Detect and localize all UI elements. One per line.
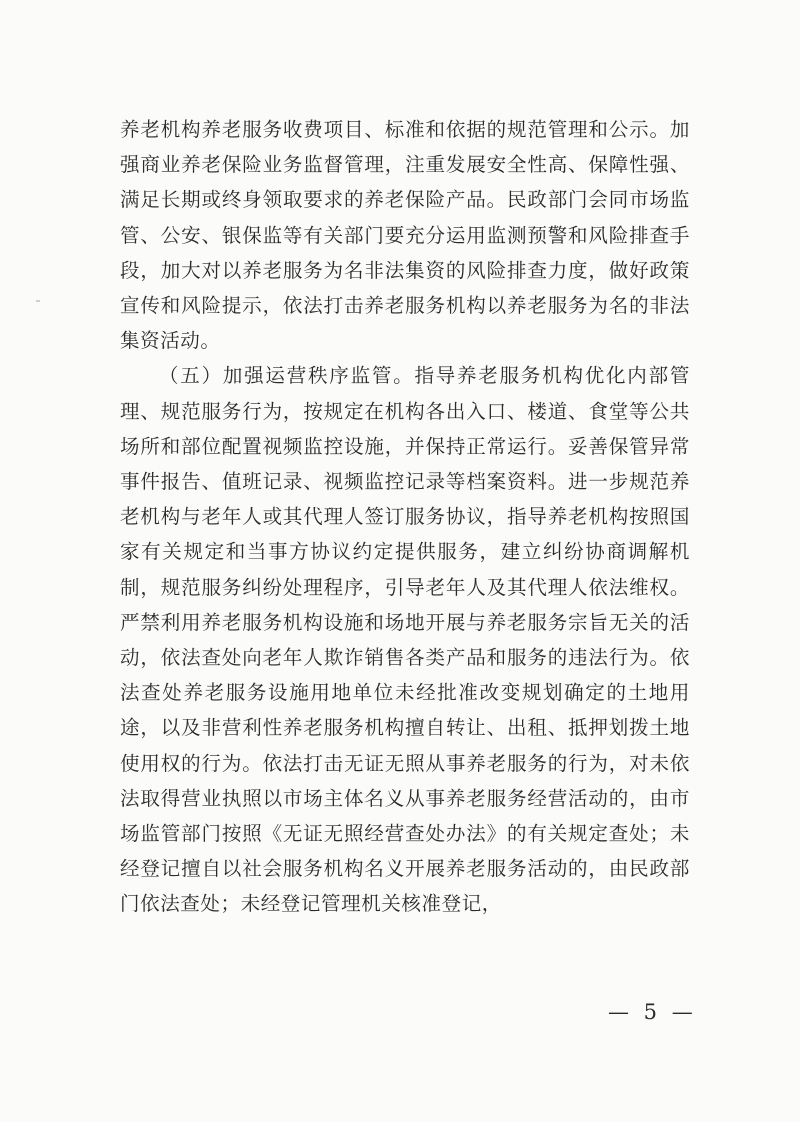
paragraph-2: （五）加强运营秩序监管。指导养老服务机构优化内部管理、规范服务行为，按规定在机构各出入口、楼道、食堂等公共场所和部位配置视频监控设施，并保持正常运行。妥善保管异常事件报告、值班记录、视频监控记录等档案资料。进一步规范养老机构与老年人或其代理人签订服务协议，指导养老机构按照国家有关规定和当事方协议约定提供服务，建立纠纷协商调解机制，规范服务纠纷处理程序，引导老年人及其代理人依法维权。严禁利用养老服务机构设施和场地开展与养老服务宗旨无关的活动，依法查处向老年人欺诈销售各类产品和服务的违法行为。依法查处养老服务设施用地单位未经批准改变规划确定的土地用途，以及非营利性养老服务机构擅自转让、出租、抵押划拨土地使用权的行为。依法打击无证无照从事养老服务的行为，对未依法取得营业执照以市场主体名义从事养老服务经营活动的，由市场监管部门按照《无证无照经营查处办法》的有关规定查处；未经登记擅自以社会服务机构名义开展养老服务活动的，由民政部门依法查处；未经登记管理机关核准登记， (120, 364, 690, 916)
paragraph-1: 养老机构养老服务收费项目、标准和依据的规范管理和公示。加强商业养老保险业务监督管理，注重发展安全性高、保障性强、满足长期或终身领取要求的养老保险产品。民政部门会同市场监管、公安、银保监等有关部门要充分运用监测预警和风险排查手段，加大对以养老服务为名非法集资的风险排查力度，做好政策宣传和风险提示，依法打击养老服务机构以养老服务为名的非法集资活动。 (120, 118, 690, 353)
page-number: — 5 — (608, 1000, 697, 1024)
body-text (120, 112, 690, 922)
scan-mark (36, 300, 40, 302)
